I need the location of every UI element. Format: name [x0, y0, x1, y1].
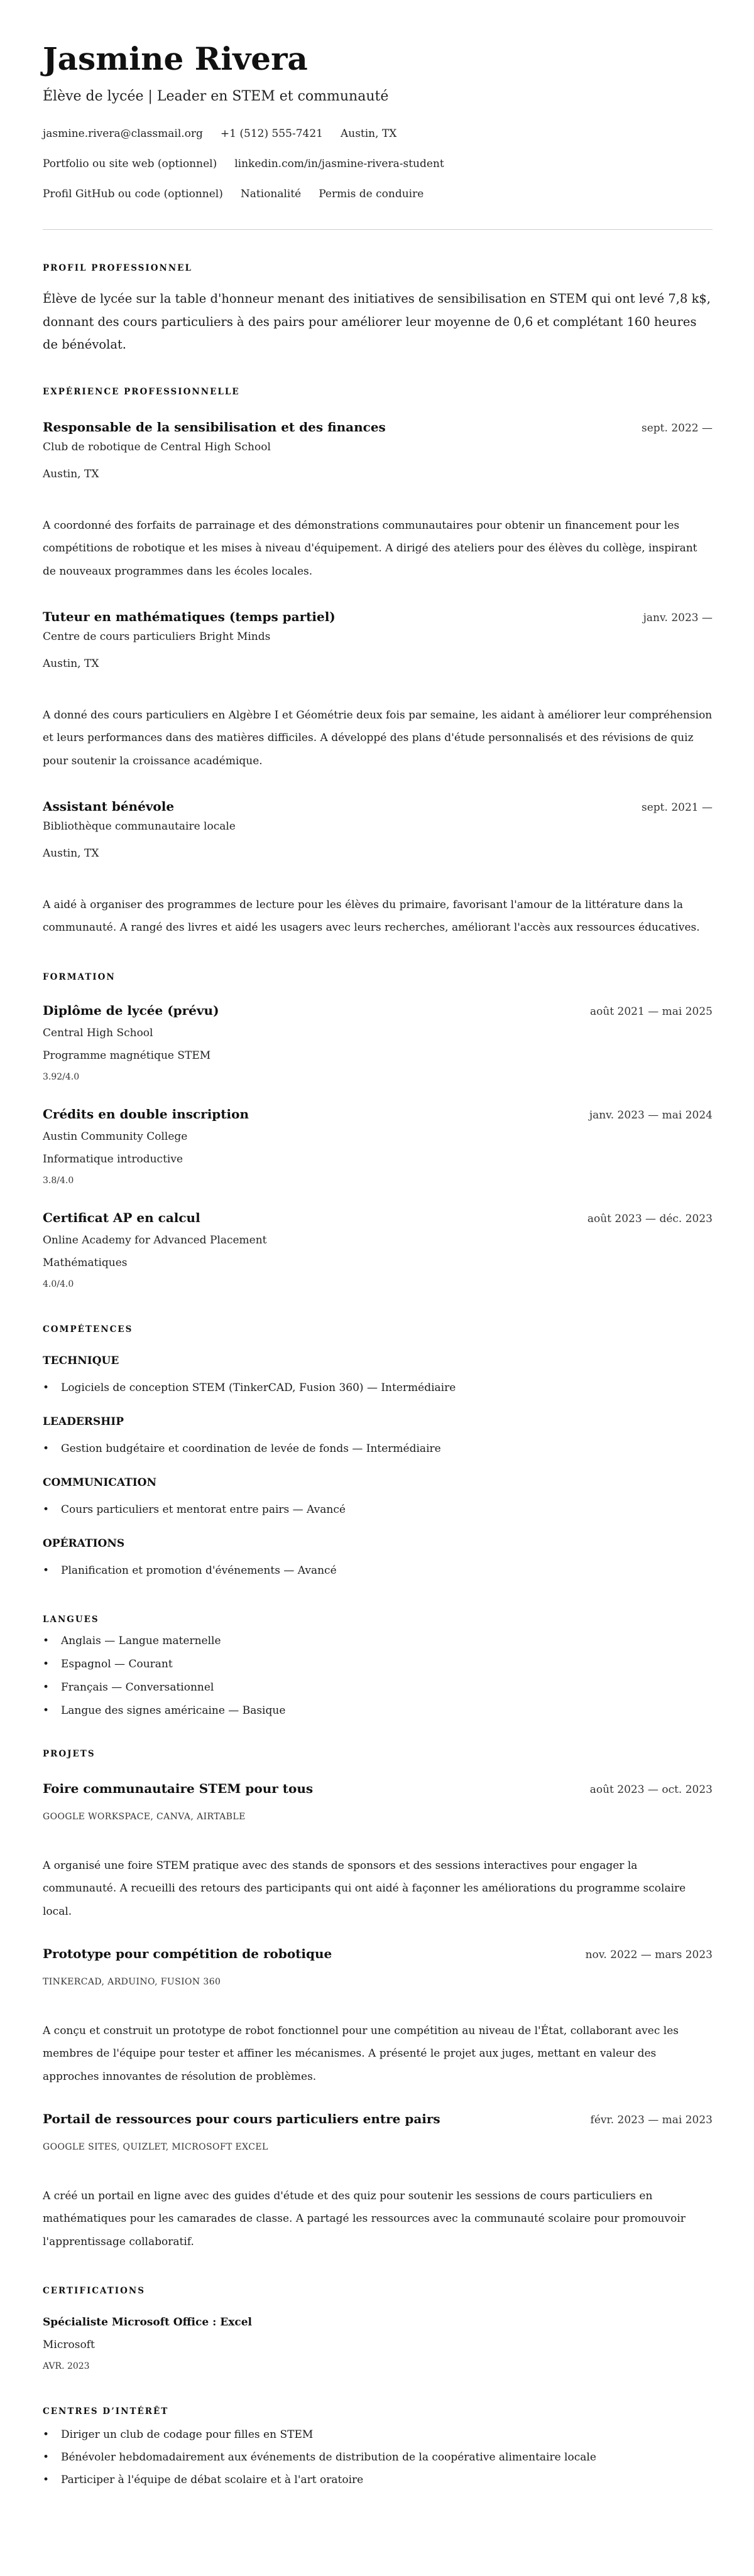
contact-github[interactable]: Profil GitHub ou code (optionnel)	[43, 188, 223, 200]
skills-section	[43, 1323, 713, 1580]
contact-line	[43, 149, 713, 179]
degree-title: Diplôme de lycée (prévu)	[43, 1002, 219, 1018]
interest-item	[43, 2425, 713, 2444]
job-location: Austin, TX	[43, 467, 99, 480]
contact-email[interactable]: jasmine.rivera@classmail.org	[43, 127, 203, 140]
field-of-study: Mathématiques	[43, 1256, 128, 1269]
job-description: A aidé à organiser des programmes de lecture pour les élèves du primaire, favorisant l'amour de la littérature dans la communauté. A rangé des livres et aidé les usagers avec leurs recherches, améliorant l'accès aux ressources éducatives.	[43, 898, 700, 934]
section-heading: PROJETS	[43, 1748, 96, 1759]
skill-group-title: LEADERSHIP	[43, 1415, 124, 1428]
project-technologies: GOOGLE WORKSPACE, CANVA, AIRTABLE	[43, 1811, 246, 1822]
degree-title: Certificat AP en calcul	[43, 1210, 200, 1225]
gpa: 4.0/4.0	[43, 1279, 74, 1289]
job-description: A coordonné des forfaits de parrainage et des démonstrations communautaires pour obtenir un financement pour les compétitions de robotique et les mises à niveau d'équipement. A dirigé des ateliers pour des élèves du collège, inspirant de nouveaux programmes dans les écoles locales.	[43, 519, 697, 578]
education-date: janv. 2023 — mai 2024	[589, 1108, 713, 1122]
job-organization: Centre de cours particuliers Bright Minds	[43, 630, 271, 643]
skill-group-title: COMMUNICATION	[43, 1476, 157, 1489]
section-heading: CENTRES D’INTÉRÊT	[43, 2406, 169, 2416]
certification-issuer: Microsoft	[43, 2339, 95, 2351]
candidate-name: Jasmine Rivera	[43, 40, 308, 77]
certification-title: Spécialiste Microsoft Office : Excel	[43, 2316, 253, 2329]
language-item	[43, 1632, 713, 1650]
bullet-icon: •	[43, 1680, 50, 1694]
header-divider	[43, 229, 713, 230]
project-item	[43, 2109, 713, 2254]
skill-group-title: TECHNIQUE	[43, 1354, 119, 1367]
language-item	[43, 1655, 713, 1674]
skill-item	[43, 1439, 713, 1458]
language-list	[43, 1632, 713, 1720]
project-title: Foire communautaire STEM pour tous	[43, 1780, 314, 1796]
education-date: août 2021 — mai 2025	[590, 1005, 713, 1018]
education-item	[43, 1001, 713, 1085]
experience-item	[43, 797, 713, 939]
bullet-icon: •	[43, 1381, 50, 1394]
education-date: août 2023 — déc. 2023	[587, 1212, 713, 1225]
bullet-icon: •	[43, 2451, 50, 2464]
language-text: Espagnol — Courant	[61, 1657, 173, 1670]
school-name: Austin Community College	[43, 1130, 188, 1143]
job-description: A donné des cours particuliers en Algèbre I et Géométrie deux fois par semaine, les aidant à améliorer leur compréhension et leurs performances dans des matières difficiles. A développé des plans d'étude personnalisés et des révisions de quiz pour soutenir la croissance académique.	[43, 708, 713, 767]
project-technologies: GOOGLE SITES, QUIZLET, MICROSOFT EXCEL	[43, 2141, 268, 2152]
project-date: févr. 2023 — mai 2023	[590, 2113, 713, 2126]
project-description: A conçu et construit un prototype de robot fonctionnel pour une compétition au niveau de l'État, collaborant avec les membres de l'équipe pour tester et affiner les mécanismes. A présenté le projet aux juges, mettant en valeur des approches innovantes de résolution de problèmes.	[43, 2024, 679, 2083]
interest-item	[43, 2470, 713, 2489]
project-description: A organisé une foire STEM pratique avec des stands de sponsors et des sessions interactives pour engager la communauté. A recueilli des retours des participants qui ont aidé à façonner les améliorations du programme scolaire local.	[43, 1859, 686, 1918]
project-technologies: TINKERCAD, ARDUINO, FUSION 360	[43, 1976, 221, 1987]
job-organization: Club de robotique de Central High School	[43, 440, 271, 453]
project-item	[43, 1779, 713, 1924]
degree-title: Crédits en double inscription	[43, 1106, 249, 1122]
skill-group-title: OPÉRATIONS	[43, 1537, 125, 1550]
contact-line	[43, 179, 713, 209]
section-heading: CERTIFICATIONS	[43, 2286, 145, 2296]
section-heading: LANGUES	[43, 1614, 99, 1625]
experience-section	[43, 386, 713, 939]
skill-item	[43, 1500, 713, 1519]
job-date: sept. 2022 —	[642, 421, 713, 435]
projects-section	[43, 1748, 713, 2254]
contact-location: Austin, TX	[340, 127, 397, 140]
project-date: nov. 2022 — mars 2023	[585, 1948, 713, 1961]
section-heading: EXPÉRIENCE PROFESSIONNELLE	[43, 386, 240, 397]
language-item	[43, 1701, 713, 1720]
bullet-icon: •	[43, 1634, 50, 1647]
job-title: Tuteur en mathématiques (temps partiel)	[43, 609, 336, 624]
bullet-icon: •	[43, 2428, 50, 2441]
bullet-icon: •	[43, 2474, 50, 2486]
contact-portfolio[interactable]: Portfolio ou site web (optionnel)	[43, 158, 217, 170]
bullet-icon: •	[43, 1564, 50, 1577]
job-date: sept. 2021 —	[642, 801, 713, 814]
language-text: Français — Conversationnel	[61, 1680, 214, 1694]
interests-section	[43, 2405, 713, 2489]
skill-text: Planification et promotion d'événements — Avancé	[61, 1564, 337, 1577]
bullet-icon: •	[43, 1704, 50, 1717]
skill-item	[43, 1378, 713, 1397]
skill-text: Logiciels de conception STEM (TinkerCAD, Fusion 360) — Intermédiaire	[61, 1381, 456, 1394]
interest-text: Diriger un club de codage pour filles en STEM	[61, 2428, 314, 2441]
contact-linkedin[interactable]: linkedin.com/in/jasmine-rivera-student	[234, 158, 444, 170]
experience-item	[43, 607, 713, 773]
resume-header	[43, 40, 713, 209]
education-section	[43, 971, 713, 1292]
project-title: Portail de ressources pour cours particuliers entre pairs	[43, 2111, 440, 2126]
job-location: Austin, TX	[43, 847, 99, 860]
interest-text: Participer à l'équipe de débat scolaire et à l'art oratoire	[61, 2474, 364, 2486]
contact-line	[43, 119, 713, 149]
certification-date: AVR. 2023	[43, 2361, 90, 2371]
certifications-section	[43, 2285, 713, 2374]
contact-nationality: Nationalité	[240, 188, 302, 200]
job-location: Austin, TX	[43, 657, 99, 670]
section-heading: FORMATION	[43, 971, 116, 982]
gpa: 3.92/4.0	[43, 1071, 80, 1082]
interest-text: Bénévoler hebdomadairement aux événements de distribution de la coopérative alimentaire locale	[61, 2451, 596, 2464]
skill-item	[43, 1561, 713, 1580]
language-item	[43, 1678, 713, 1697]
gpa: 3.8/4.0	[43, 1175, 74, 1186]
job-organization: Bibliothèque communautaire locale	[43, 820, 236, 833]
candidate-headline: Élève de lycée | Leader en STEM et communauté	[43, 89, 389, 104]
languages-section	[43, 1613, 713, 1720]
school-name: Online Academy for Advanced Placement	[43, 1233, 267, 1247]
contact-phone[interactable]: +1 (512) 555-7421	[220, 127, 323, 140]
bullet-icon: •	[43, 1442, 50, 1455]
section-heading: PROFIL PROFESSIONNEL	[43, 263, 192, 273]
summary-section	[43, 262, 713, 357]
language-text: Langue des signes américaine — Basique	[61, 1704, 286, 1717]
job-title: Assistant bénévole	[43, 798, 175, 814]
education-item	[43, 1208, 713, 1292]
school-name: Central High School	[43, 1026, 153, 1039]
project-title: Prototype pour compétition de robotique	[43, 1946, 332, 1961]
summary-text: Élève de lycée sur la table d'honneur menant des initiatives de sensibilisation en STEM qui ont levé 7,8 k$, donnant des cours particuliers à des pairs pour améliorer leur moyenne de 0,6 et complétant 160 heures de bénévolat.	[43, 291, 711, 352]
language-text: Anglais — Langue maternelle	[61, 1634, 221, 1647]
interest-list	[43, 2425, 713, 2489]
bullet-icon: •	[43, 1503, 50, 1516]
section-heading: COMPÉTENCES	[43, 1324, 133, 1334]
project-description: A créé un portail en ligne avec des guides d'étude et des quiz pour soutenir les sessions de cours particuliers en mathématiques pour les camarades de classe. A partagé les ressources avec la communauté scolaire pour promouvoir l'apprentissage collaboratif.	[43, 2189, 686, 2248]
bullet-icon: •	[43, 1657, 50, 1670]
certification-item	[43, 2314, 713, 2374]
education-item	[43, 1105, 713, 1188]
interest-item	[43, 2448, 713, 2467]
contact-driving-license: Permis de conduire	[319, 188, 424, 200]
project-item	[43, 1944, 713, 2089]
skill-text: Gestion budgétaire et coordination de levée de fonds — Intermédiaire	[61, 1442, 441, 1455]
field-of-study: Informatique introductive	[43, 1152, 183, 1166]
field-of-study: Programme magnétique STEM	[43, 1049, 211, 1062]
job-title: Responsable de la sensibilisation et des finances	[43, 419, 386, 435]
job-date: janv. 2023 —	[643, 611, 713, 624]
experience-item	[43, 418, 713, 583]
skill-text: Cours particuliers et mentorat entre pairs — Avancé	[61, 1503, 346, 1516]
project-date: août 2023 — oct. 2023	[589, 1783, 713, 1796]
